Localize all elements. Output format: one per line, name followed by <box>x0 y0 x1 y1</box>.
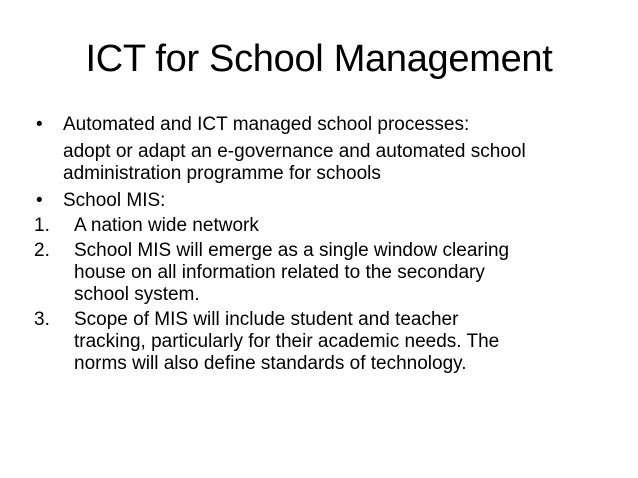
text-line: norms will also define standards of technology. <box>74 353 467 374</box>
numbered-item-3 <box>34 309 624 375</box>
bullet-text <box>63 114 624 185</box>
bullet-marker: • <box>36 190 43 211</box>
numbered-text <box>74 240 624 306</box>
text-line: administration programme for schools <box>63 163 381 184</box>
numbered-item-2 <box>34 240 624 306</box>
text-line: tracking, particularly for their academic needs. The <box>74 331 500 352</box>
number-marker: 3. <box>34 309 50 330</box>
text-line: School MIS will emerge as a single window clearing <box>74 240 510 261</box>
numbered-item-1 <box>34 215 624 237</box>
bullet-item-school-mis <box>34 190 624 212</box>
bullet-marker: • <box>36 114 43 135</box>
text-line: Automated and ICT managed school processes: <box>63 114 470 135</box>
slide-body <box>34 114 624 375</box>
text-line: A nation wide network <box>74 215 259 236</box>
numbered-text <box>74 309 624 375</box>
slide-title: ICT for School Management <box>85 38 553 80</box>
text-line: school system. <box>74 284 200 305</box>
numbered-text <box>74 215 624 237</box>
bullet-text <box>63 190 624 212</box>
number-marker: 2. <box>34 240 50 261</box>
bullet-item-automated <box>34 114 624 185</box>
text-line: house on all information related to the secondary <box>74 262 485 283</box>
text-line: School MIS: <box>63 190 166 211</box>
number-marker: 1. <box>34 215 50 236</box>
text-line: Scope of MIS will include student and teacher <box>74 309 459 330</box>
text-line: adopt or adapt an e-governance and automated school <box>63 141 526 162</box>
